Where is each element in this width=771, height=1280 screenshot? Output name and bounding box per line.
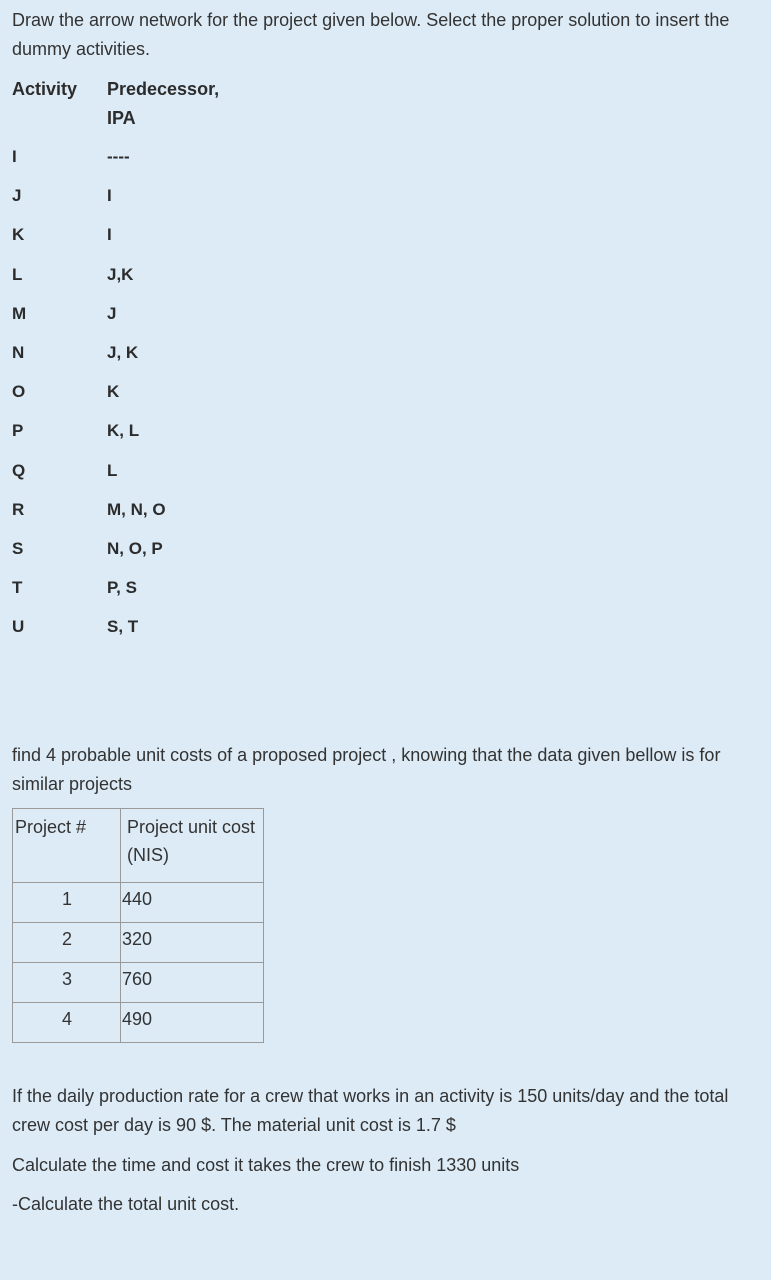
activity-predecessor: I xyxy=(107,225,112,245)
predecessor-header-line2: IPA xyxy=(107,108,136,128)
activity-name: S xyxy=(12,539,24,558)
activity-predecessor: M, N, O xyxy=(107,499,166,519)
question3-text3: -Calculate the total unit cost. xyxy=(12,1194,240,1214)
project-number-header: Project # xyxy=(13,809,121,883)
activity-row xyxy=(12,225,412,264)
activity-predecessor: S, T xyxy=(107,617,139,637)
activity-name: T xyxy=(12,578,23,598)
question2-prompt: find 4 probable unit costs of a proposed project , knowing that the data given bellow is for similar projects xyxy=(12,745,721,794)
project-number: 3 xyxy=(13,963,121,1003)
cost-rows xyxy=(13,883,264,1043)
activity-predecessor: N, O, P xyxy=(107,539,163,558)
project-unit-cost: 320 xyxy=(121,923,264,963)
activity-header: Activity xyxy=(12,79,78,99)
activity-predecessor: K, L xyxy=(107,421,140,441)
activity-row xyxy=(12,304,412,343)
question1-prompt: Draw the arrow network for the project given below. Select the proper solution to insert the dummy activities. xyxy=(12,10,730,59)
activity-name: R xyxy=(12,499,25,519)
activity-name: P xyxy=(12,421,24,441)
table-row xyxy=(13,963,264,1003)
activity-row xyxy=(12,147,412,186)
unit-cost-table xyxy=(12,808,264,1043)
activity-row xyxy=(12,421,412,460)
activity-predecessor: K xyxy=(107,382,120,402)
activity-name: U xyxy=(12,617,25,637)
activity-name: K xyxy=(12,225,25,245)
predecessor-header xyxy=(107,75,307,133)
activity-predecessor: J xyxy=(107,303,117,323)
table-row xyxy=(13,1003,264,1043)
activity-predecessor: I xyxy=(107,186,112,206)
activity-name: O xyxy=(12,382,26,402)
activity-name: N xyxy=(12,343,25,362)
table-row xyxy=(13,883,264,923)
activity-name: J xyxy=(12,186,22,206)
activity-row xyxy=(12,265,412,304)
activity-name: M xyxy=(12,303,27,323)
table-row xyxy=(13,923,264,963)
activity-row xyxy=(12,343,412,382)
activity-row xyxy=(12,578,412,617)
activity-row xyxy=(12,461,412,500)
activity-name: I xyxy=(12,147,17,166)
activity-row xyxy=(12,539,412,578)
activity-name: Q xyxy=(12,460,26,480)
project-unit-cost: 760 xyxy=(121,963,264,1003)
activity-name: L xyxy=(12,264,23,284)
question3-text1: If the daily production rate for a crew that works in an activity is 150 units/day and the total crew cost per day is 90 $. The material unit cost is 1.7 $ xyxy=(12,1086,729,1135)
activity-predecessor: J,K xyxy=(107,264,134,284)
question3-text2: Calculate the time and cost it takes the crew to finish 1330 units xyxy=(12,1155,520,1175)
activity-row xyxy=(12,500,412,539)
unit-cost-header: Project unit cost (NIS) xyxy=(121,809,264,883)
project-number: 4 xyxy=(13,1003,121,1043)
activity-predecessor: L xyxy=(107,460,118,480)
activity-row xyxy=(12,382,412,421)
project-number: 1 xyxy=(13,883,121,923)
activity-row xyxy=(12,617,412,656)
project-unit-cost: 490 xyxy=(121,1003,264,1043)
predecessor-header-line1: Predecessor, xyxy=(107,79,220,99)
project-unit-cost: 440 xyxy=(121,883,264,923)
activity-predecessor: P, S xyxy=(107,578,137,598)
activity-predecessor: J, K xyxy=(107,343,139,362)
activity-predecessor: ---- xyxy=(107,147,130,166)
project-number: 2 xyxy=(13,923,121,963)
activity-row xyxy=(12,186,412,225)
